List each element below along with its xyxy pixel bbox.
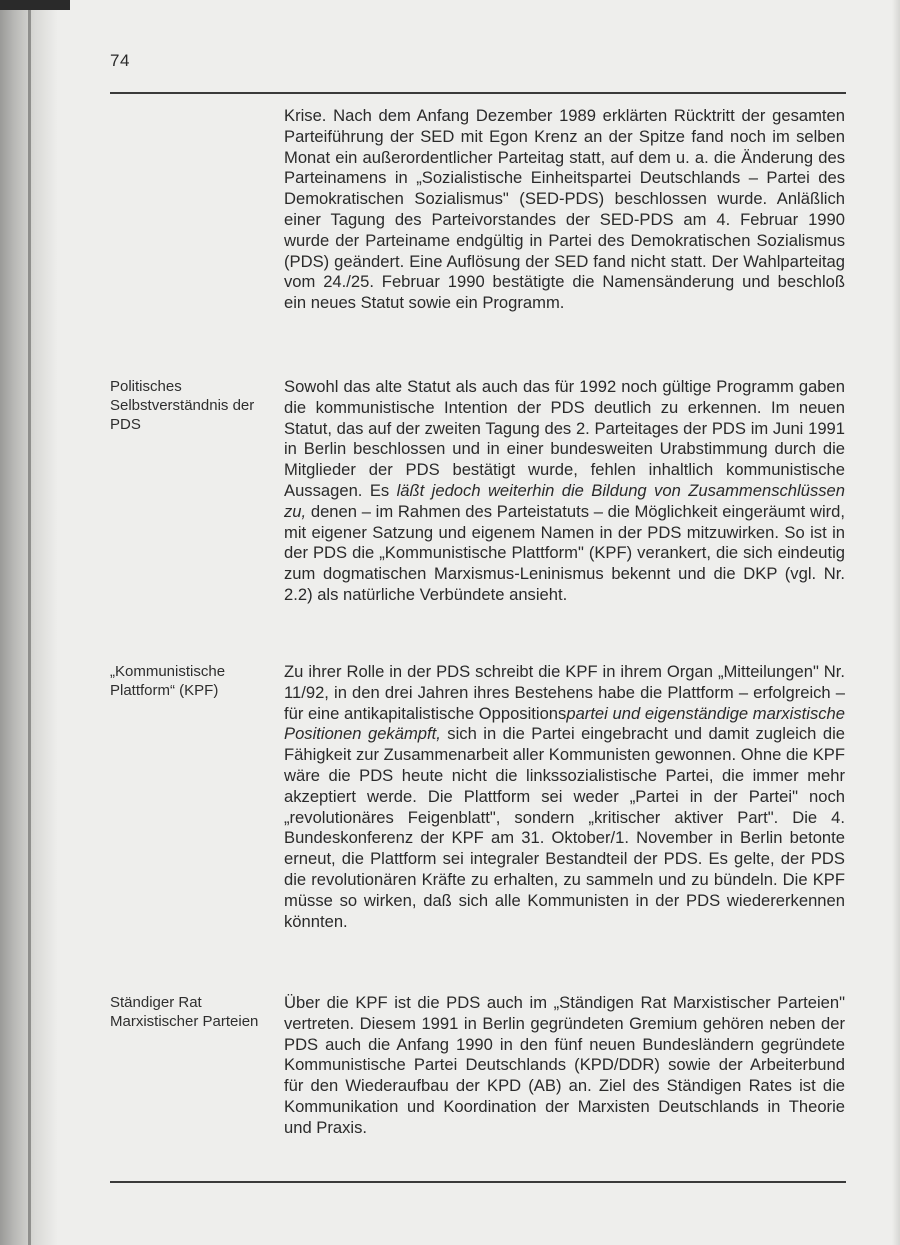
paragraph-text [284, 377, 845, 606]
paragraph-kpf [284, 662, 845, 932]
text-run: Sowohl das alte Statut als auch das für 1992 noch gültige Programm gaben die kommunistische Intention der PDS deutlich zu erkennen. Im neuen Statut, das auf der zweiten Tagung des 2. Parteitages der PDS im Juni 1991 in Berlin beschlossen und in einer bundesweiten Urabstimmung durch die Mitglieder der PDS bestätigt wurde, fehlen inhaltlich kommunistische Aussagen. Es [284, 377, 845, 500]
text-run: sich in die Partei eingebracht und damit zugleich die Fähigkeit zur Zusammenarbeit aller Kommunisten gewonnen. Ohne die KPF wäre die PDS heute nicht die linkssozialistische Partei, die immer mehr akzeptiert werde. Die Plattform sei weder „Partei in der Partei" noch „revolutionäres Feigenblatt", sondern „kritischer aktiver Part". Die 4. Bundeskonferenz der KPF am 31. Oktober/1. November in Berlin betonte erneut, die Plattform sei integraler Bestandteil der PDS. Es gelte, der PDS die revolutionären Kräfte zu erhalten, zu sammeln und zu bündeln. Die KPF müsse so wirken, daß sich alle Kommunisten in der PDS wiedererkennen könnten. [284, 724, 845, 931]
header-rule [110, 92, 846, 94]
text-run: Über die KPF ist die PDS auch im „Ständigen Rat Marxistischer Parteien" vertreten. Diesem 1991 in Berlin gegründeten Gremium gehören neben der PDS auch die Anfang 1990 in den fünf neuen Bundesländern gegründete Kommunistische Partei Deutschlands (KPD/DDR) sowie der Arbeiterbund für den Wiederaufbau der KPD (AB) an. Ziel des Ständigen Rates ist die Kommunikation und Koordination der Marxisten Deutschlands in Theorie und Praxis. [284, 993, 845, 1137]
text-run: Krise. Nach dem Anfang Dezember 1989 erklärten Rücktritt der gesamten Parteiführung der SED mit Egon Krenz an der Spitze fand noch im selben Monat ein außerordentlicher Parteitag statt, auf dem u. a. die Änderung des Parteinamens in „Sozialistische Einheitspartei Deutschlands – Partei des Demokratischen Sozialismus" (SED-PDS) beschlossen wurde. Anläßlich einer Tagung des Parteivorstandes der SED-PDS am 4. Februar 1990 wurde der Parteiname endgültig in Partei des Demokratischen Sozialismus (PDS) geändert. Eine Auflösung der SED fand nicht statt. Der Wahlparteitag vom 24./25. Februar 1990 bestätigte die Namensänderung und beschloß ein neues Statut sowie ein Programm. [284, 106, 845, 313]
paragraph-text [284, 993, 845, 1139]
paragraph-text [284, 106, 845, 314]
scan-edge-mark [0, 0, 70, 10]
page-number: 74 [110, 51, 130, 70]
paragraph-standing-council [284, 993, 845, 1139]
italic-run: partei und eigenständige marxistische Positionen gekämpft, [284, 703, 845, 744]
binding-line [28, 0, 31, 1245]
text-run: Zu ihrer Rolle in der PDS schreibt die KPF in ihrem Organ „Mitteilungen" Nr. 11/92, in den drei Jahren ihres Bestehens habe die Plattform – erfolgreich – für eine antikapitalistische Oppositions [284, 662, 845, 723]
italic-run: läßt jedoch weiterhin die Bildung von Zusammenschlüssen zu, [284, 480, 845, 521]
footer-rule [110, 1181, 846, 1183]
sidenote-kpf: „Kommunistische Plattform“ (KPF) [110, 663, 226, 699]
paragraph-sed-pds-renaming [284, 106, 845, 314]
text-run: denen – im Rahmen des Parteistatuts – die Möglichkeit eingeräumt wird, mit eigener Satzung und eigenem Namen in der PDS mitzuwirken. So ist in der PDS die „Kommunistische Plattform" (KPF) verankert, die sich eindeutig zum dogmatischen Marxismus-Leninismus bekennt und die DKP (vgl. Nr. 2.2) als natürliche Verbündete ansieht. [284, 501, 845, 604]
paragraph-text [284, 662, 845, 932]
sidenote-standing-council: Ständiger Rat Marxistischer Parteien [110, 994, 259, 1030]
sidenote-political-self-image: Politisches Selbstverständnis der PDS [110, 378, 255, 433]
page-edge [892, 0, 900, 1245]
paragraph-political-self-image [284, 377, 845, 606]
